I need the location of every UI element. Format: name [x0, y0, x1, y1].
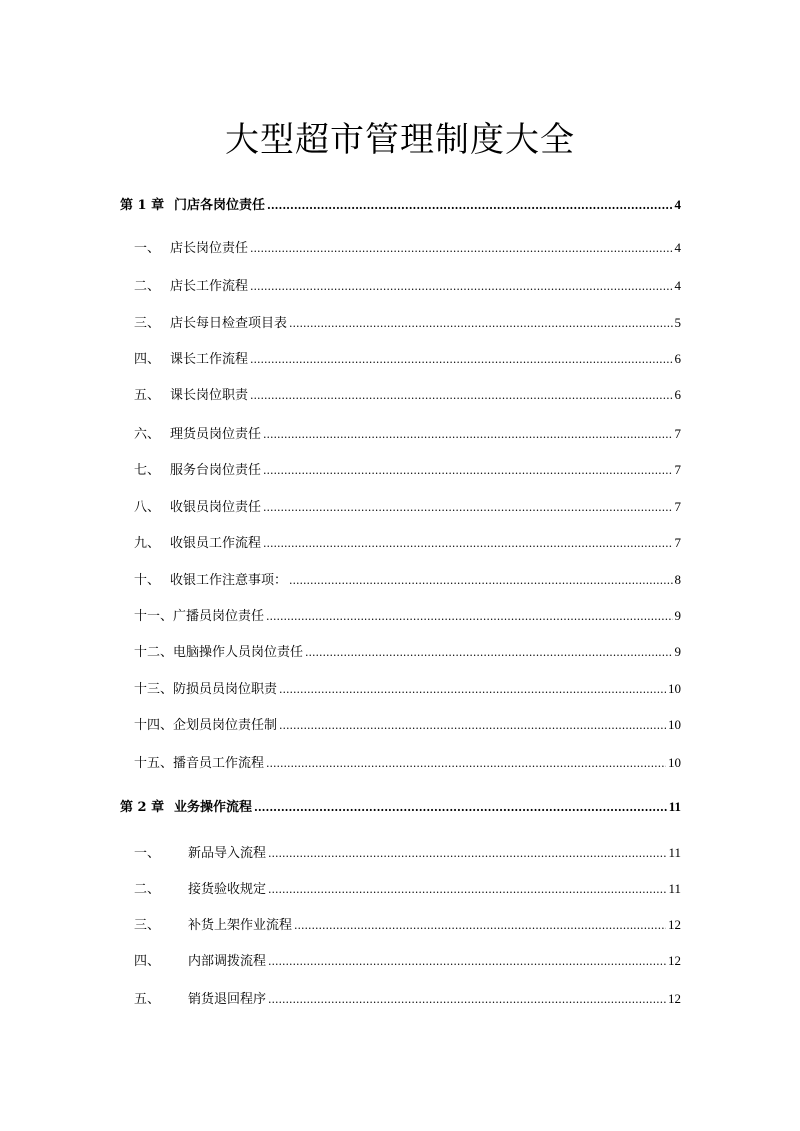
toc-leader-dots	[267, 199, 672, 212]
toc-section-row[interactable]	[120, 842, 681, 862]
toc-entry-number: 十、	[134, 573, 161, 588]
toc-entry-title: 防损员员岗位职责	[173, 682, 278, 697]
toc-page-number: 4	[674, 197, 681, 212]
toc-entry-title: 新品导入流程	[188, 846, 267, 861]
toc-section-row[interactable]	[120, 950, 681, 970]
toc-page-number: 4	[674, 278, 681, 293]
toc-entry-title: 门店各岗位责任	[174, 198, 266, 213]
toc-section-row[interactable]	[120, 275, 681, 295]
toc-page-number: 11	[668, 845, 681, 860]
toc-entry-title: 服务台岗位责任	[170, 463, 262, 478]
toc-entry-title: 店长岗位责任	[170, 241, 249, 256]
toc-page-number: 4	[674, 240, 681, 255]
toc-entry-number: 第 1 章	[120, 198, 165, 213]
toc-section-row[interactable]	[120, 752, 681, 772]
toc-leader-dots	[250, 353, 672, 366]
toc-leader-dots	[268, 993, 666, 1006]
toc-entry-number: 五、	[134, 388, 161, 403]
toc-leader-dots	[266, 610, 672, 623]
toc-page-number: 7	[674, 426, 681, 441]
toc-page-number: 7	[674, 462, 681, 477]
toc-leader-dots	[279, 719, 666, 732]
toc-entry-title: 收银员岗位责任	[170, 500, 262, 515]
toc-entry-title: 广播员岗位责任	[173, 609, 265, 624]
toc-leader-dots	[254, 801, 667, 814]
toc-page-number: 12	[668, 953, 681, 968]
toc-entry-title: 销货退回程序	[188, 992, 267, 1007]
toc-section-row[interactable]	[120, 878, 681, 898]
toc-page-number: 10	[668, 717, 681, 732]
toc-section-row[interactable]	[120, 714, 681, 734]
toc-section-row[interactable]	[120, 496, 681, 516]
toc-leader-dots	[289, 574, 672, 587]
toc-entry-title: 电脑操作人员岗位责任	[173, 645, 304, 660]
toc-section-row[interactable]	[120, 532, 681, 552]
toc-section-row[interactable]	[120, 914, 681, 934]
toc-page-number: 12	[668, 917, 681, 932]
toc-leader-dots	[305, 646, 672, 659]
toc-entry-number: 三、	[134, 918, 161, 933]
toc-entry-number: 八、	[134, 500, 161, 515]
toc-section-row[interactable]	[120, 237, 681, 257]
toc-entry-number: 七、	[134, 463, 161, 478]
toc-entry-number: 二、	[134, 279, 161, 294]
toc-entry-number: 一、	[134, 241, 161, 256]
toc-leader-dots	[268, 847, 666, 860]
toc-leader-dots	[263, 428, 672, 441]
toc-entry-title: 课长岗位职责	[170, 388, 249, 403]
toc-entry-title: 理货员岗位责任	[170, 427, 262, 442]
toc-leader-dots	[263, 537, 672, 550]
toc-entry-number: 十二、	[134, 645, 174, 660]
toc-page-number: 8	[674, 572, 681, 587]
toc-entry-title: 播音员工作流程	[173, 756, 265, 771]
toc-section-row[interactable]	[120, 605, 681, 625]
toc-entry-number: 十五、	[134, 756, 174, 771]
toc-section-row[interactable]	[120, 312, 681, 332]
toc-section-row[interactable]	[120, 678, 681, 698]
toc-section-row[interactable]	[120, 459, 681, 479]
toc-entry-title: 店长每日检查项目表	[170, 316, 288, 331]
toc-entry-title: 补货上架作业流程	[188, 918, 293, 933]
toc-entry-title: 课长工作流程	[170, 352, 249, 367]
toc-leader-dots	[250, 389, 672, 402]
toc-leader-dots	[294, 919, 666, 932]
toc-entry-number: 十四、	[134, 718, 174, 733]
toc-entry-title: 收银员工作流程	[170, 536, 262, 551]
toc-entry-number: 四、	[134, 352, 161, 367]
toc-entry-number: 五、	[134, 992, 161, 1007]
toc-page-number: 11	[668, 799, 681, 814]
toc-entry-number: 第 2 章	[120, 800, 165, 815]
toc-leader-dots	[268, 955, 666, 968]
toc-section-row[interactable]	[120, 348, 681, 368]
toc-leader-dots	[266, 757, 666, 770]
toc-page-number: 6	[674, 387, 681, 402]
toc-leader-dots	[279, 683, 666, 696]
toc-entry-title: 店长工作流程	[170, 279, 249, 294]
toc-chapter-row[interactable]	[120, 796, 681, 816]
toc-entry-number: 四、	[134, 954, 161, 969]
toc-section-row[interactable]	[120, 988, 681, 1008]
toc-section-row[interactable]	[120, 423, 681, 443]
toc-page-number: 11	[668, 881, 681, 896]
toc-page-number: 12	[668, 991, 681, 1006]
toc-section-row[interactable]	[120, 384, 681, 404]
toc-entry-title: 企划员岗位责任制	[173, 718, 278, 733]
toc-entry-number: 二、	[134, 882, 161, 897]
toc-leader-dots	[289, 317, 672, 330]
toc-entry-number: 九、	[134, 536, 161, 551]
toc-page-number: 6	[674, 351, 681, 366]
toc-page-number: 7	[674, 535, 681, 550]
toc-entry-title: 收银工作注意事项：	[170, 573, 288, 588]
toc-page-number: 10	[668, 755, 681, 770]
toc-section-row[interactable]	[120, 641, 681, 661]
toc-page-number: 9	[674, 644, 681, 659]
toc-leader-dots	[250, 242, 672, 255]
toc-page-number: 9	[674, 608, 681, 623]
toc-page-number: 7	[674, 499, 681, 514]
toc-entry-number: 一、	[134, 846, 161, 861]
toc-leader-dots	[268, 883, 666, 896]
toc-leader-dots	[263, 501, 672, 514]
toc-entry-title: 接货验收规定	[188, 882, 267, 897]
toc-leader-dots	[263, 464, 672, 477]
toc-entry-number: 十一、	[134, 609, 174, 624]
toc-entry-number: 十三、	[134, 682, 174, 697]
toc-page-number: 10	[668, 681, 681, 696]
toc-section-row[interactable]	[120, 569, 681, 589]
toc-leader-dots	[250, 280, 672, 293]
toc-entry-title: 内部调拨流程	[188, 954, 267, 969]
document-title: 大型超市管理制度大全	[225, 120, 575, 160]
toc-chapter-row[interactable]	[120, 194, 681, 214]
toc-entry-number: 三、	[134, 316, 161, 331]
toc-entry-title: 业务操作流程	[174, 800, 253, 815]
toc-page-number: 5	[674, 315, 681, 330]
toc-entry-number: 六、	[134, 427, 161, 442]
